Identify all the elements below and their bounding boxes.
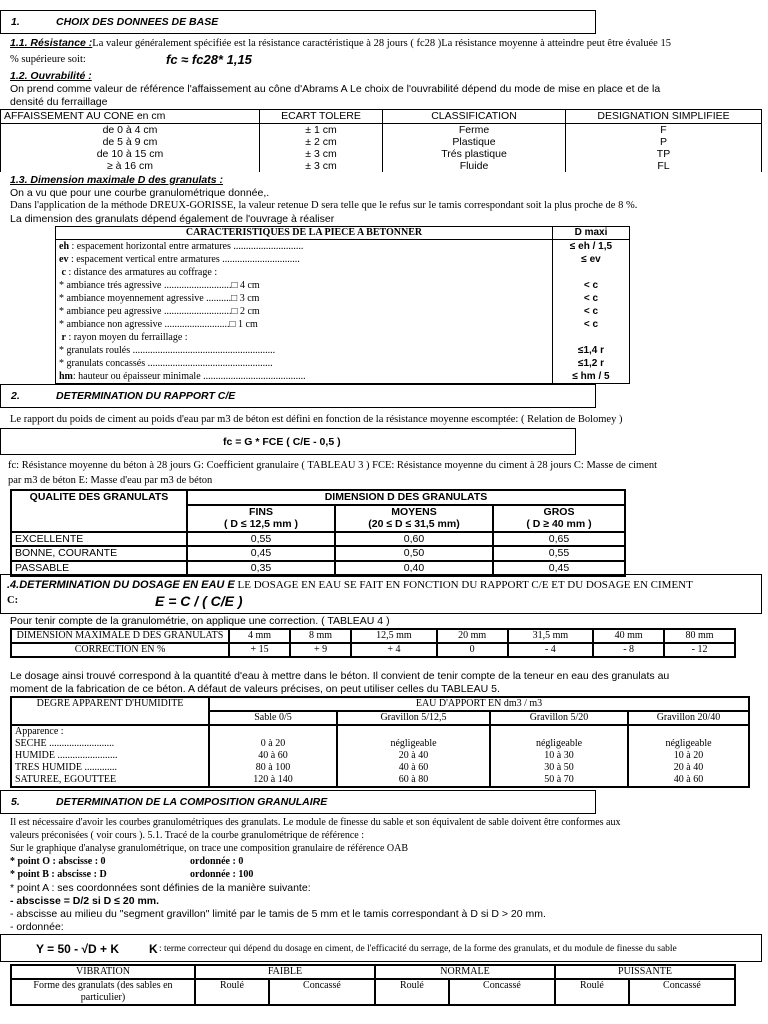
dmax-value [556,331,626,344]
y-formula: Y = 50 - √D + K [36,942,120,956]
table-header: VIBRATION [11,965,195,979]
table-header: Sable 0/5 [209,711,337,725]
dmax-value: < c [583,293,599,304]
section-1-number: 1. [11,16,20,28]
dmax-line-1: On a vu que pour une courbe granulométrique donnée,. [10,187,270,199]
correction-table [10,628,736,658]
table-cell: 10 à 20 [673,750,704,761]
list-item: * ambiance moyennement agressive ..........□ 3 cm [59,293,260,304]
ordinate-label: - ordonnée: [10,921,64,933]
table-row [11,532,625,547]
table-cell: 40 à 60 [258,750,288,761]
dmax-heading: 1.3. Dimension maximale D des granulats : [10,174,223,186]
table-header: PUISSANTE [555,965,735,979]
table-cell: 60 à 80 [398,774,429,785]
table-cell: Roulé [375,979,449,1005]
k-definition: : terme correcteur qui dépend du dosage en ciment, de l'efficacité du serrage, de la forme des granulats, et du module de finesse du sable [159,944,677,954]
table-header: FINS [249,505,273,518]
dmax-value: ≤ ev [581,254,601,265]
table-header: ( D ≤ 12,5 mm ) [223,518,299,531]
table-cell: 0,60 [335,532,493,547]
resistance-formula: fc ≈ fc28* 1,15 [166,52,252,67]
table-cell: Concassé [629,979,735,1005]
table-header: DIMENSION MAXIMALE D DES GRANULATS [11,629,229,643]
table-cell: P [659,135,667,148]
table-cell: 40 à 60 [673,774,704,785]
point-b-abscissa: * point B : abscisse : D [10,869,107,880]
section-2-number: 2. [11,390,20,402]
resistance-heading: 1.1. Résistance : [10,37,93,49]
table-cell: TP [656,147,671,160]
table-cell: 20 à 40 [673,762,704,773]
ouvrabilite-heading: 1.2. Ouvrabilité : [10,70,92,82]
table-header: ECART TOLERE [260,110,383,124]
bolomey-def-1: fc: Résistance moyenne du béton à 28 jours G: Coefficient granulaire ( TABLEAU 3 ) FCE: Résistance moyenne du ciment à 28 jours C: Masse de ciment [8,460,658,471]
table-header: QUALITE DES GRANULATS [11,490,187,532]
section-4-header [0,574,762,614]
table-cell: 40 à 60 [398,762,429,773]
table-cell: Apparence : [15,726,64,737]
table-cell: 30 à 50 [544,762,574,773]
table-row [11,643,735,657]
point-o-abscissa: * point O : abscisse : 0 [10,856,106,867]
table-header: FAIBLE [195,965,375,979]
list-item: * granulats roulés ......................................................... [59,345,276,356]
point-a-definition: * point A : ses coordonnées sont définies de la manière suivante: [10,882,311,894]
dmax-table [55,226,630,384]
dmax-value: ≤ hm / 5 [572,371,610,382]
table-cell: PASSABLE [11,561,187,576]
table-cell: 0,55 [187,532,335,547]
list-item: eh : espacement horizontal entre armatures ............................ [59,241,304,252]
table-cell: Concassé [269,979,375,1005]
table-cell: Ferme [458,123,490,136]
resistance-text: La valeur généralement spécifiée est la résistance caractéristique à 28 jours ( fc28 )La résistance moyenne à atteindre peut être évaluée 15 [92,38,671,49]
table-header: MOYENS [391,505,437,518]
table-cell: 0,40 [335,561,493,576]
composition-line-3: Sur le graphique d'analyse granulométrique, on trace une composition granulaire de référence OAB [10,843,409,854]
list-item: * ambiance trés agressive ...........................□ 4 cm [59,280,260,291]
table-cell: 0,45 [187,546,335,561]
table-cell: Forme des granulats (des sables en particulier) [11,979,195,1005]
table-cell: FL [657,159,670,172]
k-label: K [149,942,158,956]
section-5-number: 5. [11,796,20,808]
point-o-ordinate: ordonnée : 0 [190,856,244,867]
table-cell: HUMIDE ........................ [15,750,118,761]
table-header: (20 ≤ D ≤ 31,5 mm) [368,518,460,531]
slump-table [0,109,762,172]
table-cell: ± 3 cm [305,147,337,160]
humidity-table [10,696,750,788]
table-cell: Roulé [195,979,269,1005]
list-item: * ambiance peu agressive ...........................□ 2 cm [59,306,260,317]
table-cell: F [660,123,667,136]
y-formula-box [0,934,762,962]
list-item: * ambiance non agressive ..........................□ 1 cm [59,319,258,330]
table-cell: 0,35 [187,561,335,576]
section-4-text-2: C: [7,595,19,606]
list-item: hm: hauteur ou épaisseur minimale ......................................... [59,371,306,382]
table-cell: ± 2 cm [305,135,337,148]
table-header: 12,5 mm [351,629,437,643]
table-cell: négligeable [390,738,437,749]
list-item: c : distance des armatures au coffrage : [61,267,218,278]
table-cell: 0,50 [335,546,493,561]
table-cell: TRES HUMIDE ............. [15,762,117,773]
vibration-table [10,964,736,1006]
table-header: AFFAISSEMENT AU CONE en cm [1,110,260,124]
table-cell: Plastique [452,135,496,148]
table-header: CARACTERISTIQUES DE LA PIECE A BETONNER [56,227,553,240]
table-cell: CORRECTION EN % [11,643,229,657]
table-header: DEGRE APPARENT D'HUMIDITE [11,697,209,725]
section-4-text: LE DOSAGE EN EAU SE FAIT EN FONCTION DU RAPPORT C/E ET DU DOSAGE EN CIMENT [234,579,693,591]
dmax-value [556,266,626,279]
table-cell: ± 3 cm [305,159,337,172]
table-cell: - 8 [593,643,664,657]
water-note-2: moment de la fabrication de ce béton. A défaut de valeurs précises, on peut utiliser celles du TABLEAU 5. [10,683,500,695]
table-cell: 50 à 70 [544,774,574,785]
table-header: CLASSIFICATION [383,110,566,124]
bolomey-formula-box [0,428,576,455]
table-header: GROS [543,505,575,518]
dmax-line-2: Dans l'application de la méthode DREUX-GORISSE, la valeur retenue D sera telle que le refus sur le tamis correspondant soit la plus proche de 8 %. [10,200,638,211]
ouvrabilite-text-2: densité du ferraillage [10,96,108,108]
bolomey-intro: Le rapport du poids de ciment au poids d'eau par m3 de béton est défini en fonction de la résistance moyenne escomptée: ( Relation de Bolomey ) [10,414,623,425]
table-cell: de 5 à 9 cm [102,135,158,148]
section-2-title: DETERMINATION DU RAPPORT C/E [56,390,236,402]
table-cell: Roulé [555,979,629,1005]
table-header: DIMENSION D DES GRANULATS [187,490,625,505]
table-cell: négligeable [665,738,712,749]
table-row [11,725,749,787]
table-cell: 0,45 [493,561,625,576]
section-4-title: .4.DETERMINATION DU DOSAGE EN EAU E [7,579,235,591]
table-header: D maxi [553,227,630,240]
table-cell: 80 à 100 [255,762,291,773]
granular-coefficient-table [10,489,626,577]
water-note-1: Le dosage ainsi trouvé correspond à la quantité d'eau à mettre dans le béton. Il convient de tenir compte de la teneur en eau des granulats au [10,670,670,682]
dmax-value: < c [583,306,599,317]
list-item: * granulats concassés .................................................. [59,358,273,369]
dmax-value: < c [583,319,599,330]
dmax-value: < c [583,280,599,291]
table-cell: ≥ à 16 cm [106,159,154,172]
bolomey-def-2: par m3 de béton E: Masse d'eau par m3 de béton [8,475,213,486]
table-cell: SATUREE, EGOUTTEE [15,774,117,785]
table-cell: BONNE, COURANTE [11,546,187,561]
table-cell: EXCELLENTE [11,532,187,547]
section-5-title: DETERMINATION DE LA COMPOSITION GRANULAIRE [56,796,328,808]
dmax-value: ≤ eh / 1,5 [569,241,613,252]
table-cell: 0,65 [493,532,625,547]
dmax-line-3: La dimension des granulats dépend également de l'ouvrage à réaliser [10,213,335,225]
table-cell: 0 à 20 [260,738,286,749]
table-header: Gravillon 5/12,5 [337,711,490,725]
table-header: ( D ≥ 40 mm ) [526,518,592,531]
ouvrabilite-text: On prend comme valeur de référence l'affaissement au cône d'Abrams A Le choix de l'ouvrabilité dépend du mode de mise en place et de la [10,83,661,95]
table-cell: 0 [437,643,508,657]
table-header: 40 mm [593,629,664,643]
table-header: 31,5 mm [508,629,594,643]
section-1-title: CHOIX DES DONNEES DE BASE [56,16,219,28]
table-cell: ± 1 cm [305,123,337,136]
table-header: DESIGNATION SIMPLIFIEE [566,110,762,124]
table-header: 8 mm [290,629,351,643]
table-cell: de 0 à 4 cm [102,123,158,136]
table-header: Gravillon 20/40 [628,711,749,725]
table-cell: SECHE .......................... [15,738,115,749]
table-cell: 120 à 140 [253,774,293,785]
point-b-ordinate: ordonnée : 100 [190,869,254,880]
table-cell: + 4 [351,643,437,657]
section-1-header [0,10,596,34]
resistance-text-2: % supérieure soit: [10,54,86,65]
section-2-header [0,384,596,408]
table-cell: 0,55 [493,546,625,561]
water-formula: E = C / ( C/E ) [155,593,243,609]
table-cell: Fluide [459,159,489,172]
table-cell: 10 à 30 [544,750,574,761]
table-cell: 20 à 40 [398,750,429,761]
table-row [11,546,625,561]
table-header: NORMALE [375,965,555,979]
table-cell: - 4 [508,643,594,657]
table-cell: + 15 [229,643,290,657]
table-cell: de 10 à 15 cm [96,147,164,160]
bolomey-formula: fc = G * FCE ( C/E - 0,5 ) [223,436,341,448]
list-item: ev : espacement vertical entre armatures ............................... [59,254,300,265]
table-cell: - 12 [664,643,735,657]
table-cell: + 9 [290,643,351,657]
table-header: EAU D'APPORT EN dm3 / m3 [209,697,749,711]
table-cell: négligeable [535,738,583,749]
composition-line-2: valeurs préconisées ( voir cours ). 5.1. Tracé de la courbe granulométrique de référence : [10,830,365,841]
dmax-value: ≤1,2 r [577,358,605,369]
table-header-row [1,110,762,124]
table-cell: Trés plastique [441,147,507,160]
abscissa-rule-1: - abscisse = D/2 si D ≤ 20 mm. [10,895,160,907]
table-header: 4 mm [229,629,290,643]
dmax-value: ≤1,4 r [577,345,605,356]
table-cell: Concassé [449,979,555,1005]
table-header: 80 mm [664,629,735,643]
abscissa-rule-2: - abscisse au milieu du "segment gravillon" limité par le tamis de 5 mm et le tamis correspondant à D si D > 20 mm. [10,908,546,920]
table-header: Gravillon 5/20 [490,711,628,725]
composition-line-1: Il est nécessaire d'avoir les courbes granulométriques des granulats. Le module de finesse du sable et son équivalent de sable doivent être conformes aux [10,817,621,828]
table-row [1,123,762,172]
section-5-header [0,790,596,814]
list-item: r : rayon moyen du ferraillage : [61,332,188,343]
table-header: 20 mm [437,629,508,643]
granulo-correction-text: Pour tenir compte de la granulométrie, on applique une correction. ( TABLEAU 4 ) [10,615,390,627]
